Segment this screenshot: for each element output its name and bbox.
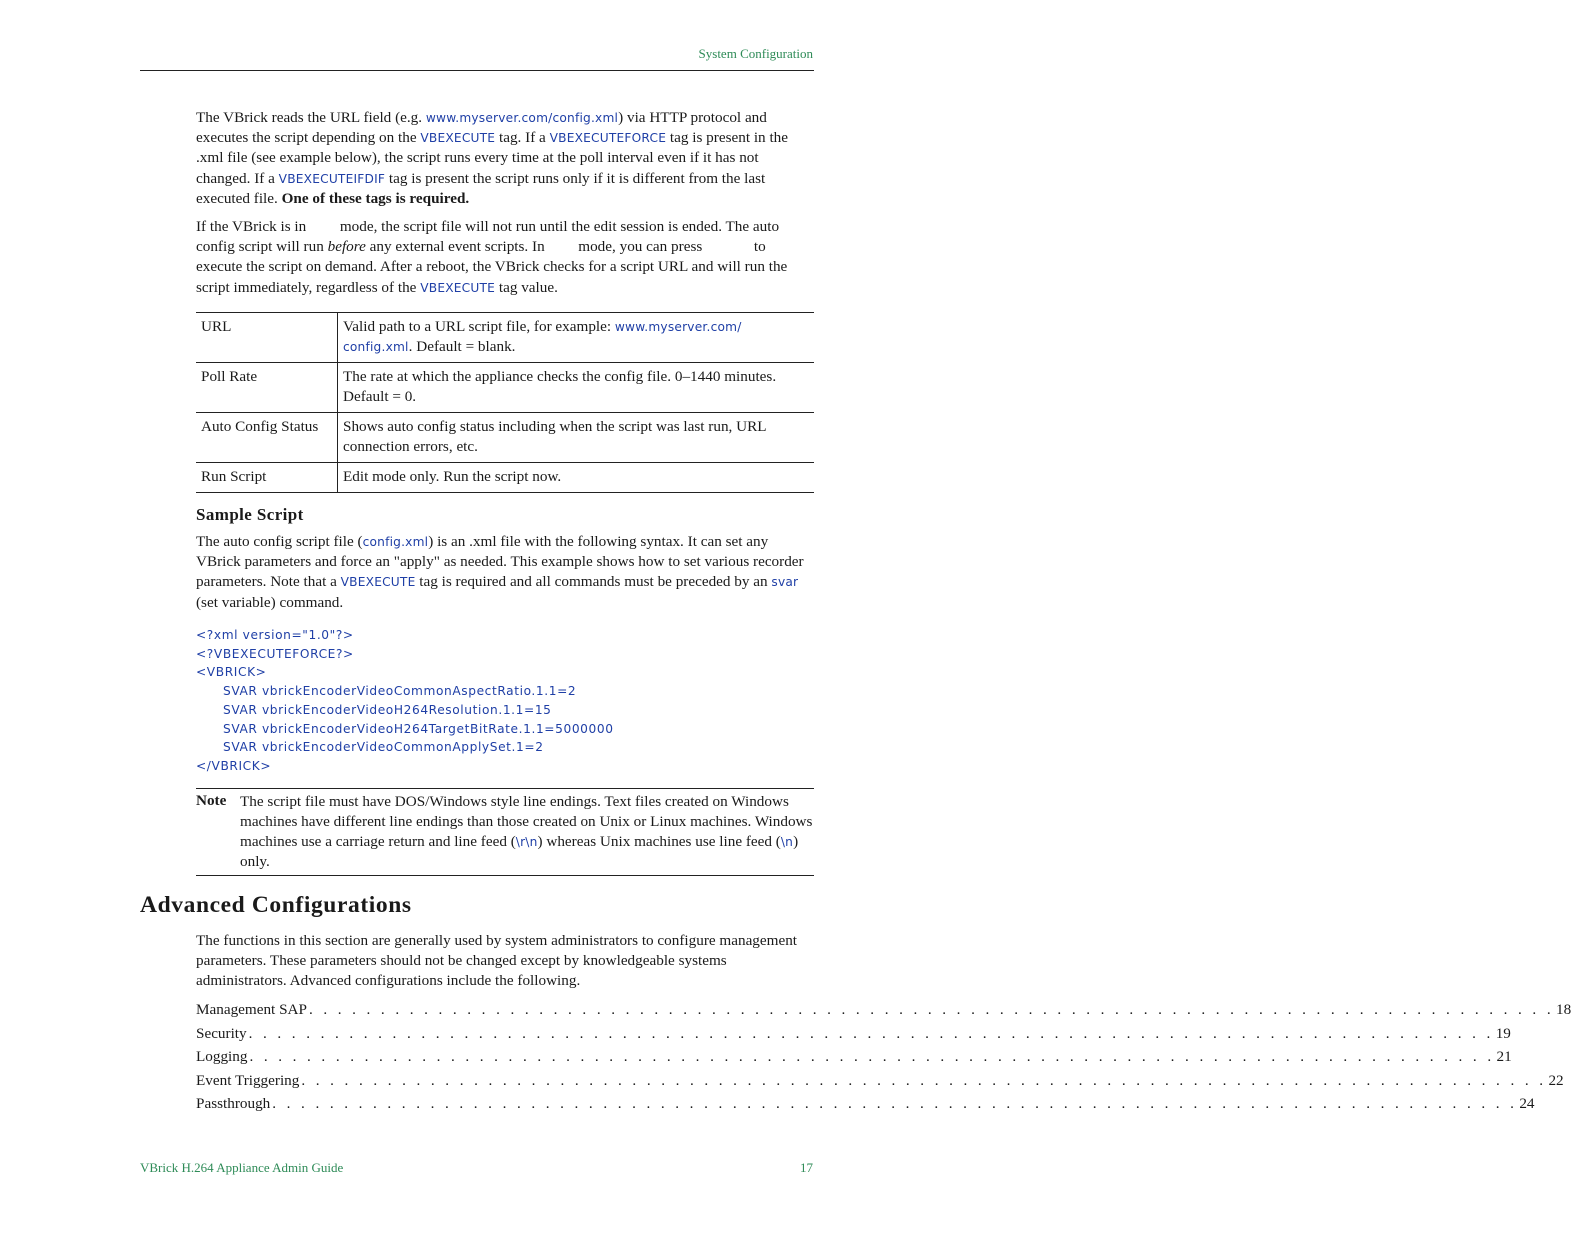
toc-label: Passthrough bbox=[196, 1095, 271, 1112]
code-line: SVAR vbrickEncoderVideoCommonApplySet.1=2 bbox=[223, 740, 544, 755]
text: ) whereas Unix machines use line feed ( bbox=[537, 833, 781, 850]
text: . Default = blank. bbox=[408, 338, 516, 355]
note-callout bbox=[196, 788, 814, 876]
text: tag is present in the .xml file (see example below), the script runs every time at the poll interval even if it has not changed. If a bbox=[196, 129, 789, 187]
toc-entry[interactable] bbox=[196, 1095, 1535, 1119]
text: mode, the script file will not run until the edit session is ended. The auto config script will run bbox=[196, 218, 780, 256]
field-name: Poll Rate bbox=[196, 363, 338, 413]
field-description: Shows auto config status including when the script was last run, URL connection errors, etc. bbox=[338, 413, 815, 463]
toc-label: Security bbox=[196, 1024, 247, 1042]
inline-code: www.myserver.com/config.xml bbox=[425, 111, 619, 125]
text: ) is an .xml file with the following syntax. It can set any VBrick parameters and force an "apply" as needed. This example shows how to set various recorder parameters. Note that a bbox=[196, 533, 804, 591]
text: The script file must have DOS/Windows style line endings. Text files created on Windows machines have different line endings than those created on Unix or Linux machines. Windows machines use a carriage return and line feed ( bbox=[240, 793, 813, 850]
inline-code: VBEXECUTE bbox=[420, 131, 496, 146]
section-toc bbox=[196, 1001, 1571, 1119]
footer-doc-title: VBrick H.264 Appliance Admin Guide bbox=[140, 1160, 344, 1175]
text: tag is required and all commands must be preceded by an bbox=[415, 573, 772, 591]
code-sample-block bbox=[196, 626, 814, 776]
code-line: SVAR vbrickEncoderVideoH264Resolution.1.1=15 bbox=[223, 702, 552, 717]
header-divider bbox=[140, 70, 814, 71]
inline-code: config.xml bbox=[362, 535, 429, 549]
auto-config-fields-table bbox=[196, 312, 814, 493]
code-line: <VBRICK> bbox=[196, 665, 267, 680]
bold-text: One of these tags is required. bbox=[281, 189, 470, 207]
field-name: Run Script bbox=[196, 463, 338, 493]
table-row bbox=[196, 313, 814, 363]
code-line: <?xml version="1.0"?> bbox=[196, 628, 354, 642]
text: to execute the script on demand. After a reboot, the VBrick checks for a script URL and will run the script immediately, regardless of the bbox=[196, 238, 788, 296]
inline-code: svar bbox=[771, 575, 799, 590]
toc-entry[interactable] bbox=[196, 1071, 1564, 1096]
table-row bbox=[196, 363, 814, 413]
toc-entry[interactable] bbox=[196, 1048, 1512, 1072]
text: tag value. bbox=[495, 278, 558, 296]
inline-code: VBEXECUTEIFDIF bbox=[278, 171, 386, 186]
note-label: Note bbox=[196, 792, 227, 809]
code-line: SVAR vbrickEncoderVideoH264TargetBitRate.1.1=5000000 bbox=[223, 721, 614, 736]
text: The functions in this section are generally used by system administrators to configure management parameters. These parameters should not be changed except by knowledgeable systems administrators. Advanced configurations include the following. bbox=[196, 932, 798, 990]
toc-page-number: 24 bbox=[1519, 1095, 1535, 1112]
section-heading: Advanced Configurations bbox=[140, 892, 412, 918]
inline-code: \r\n bbox=[515, 835, 538, 849]
italic-text: before bbox=[327, 238, 366, 256]
sample-script-heading: Sample Script bbox=[196, 505, 304, 524]
text: (set variable) command. bbox=[196, 593, 344, 611]
text: Valid path to a URL script file, for example: bbox=[343, 318, 615, 335]
toc-entry[interactable] bbox=[196, 1024, 1511, 1049]
field-description bbox=[338, 313, 815, 363]
field-description: Edit mode only. Run the script now. bbox=[338, 463, 815, 493]
field-name: Auto Config Status bbox=[196, 413, 338, 463]
toc-entry[interactable] bbox=[196, 1001, 1571, 1025]
code-line: </VBRICK> bbox=[196, 758, 272, 773]
text: ) only. bbox=[240, 833, 799, 870]
inline-code: VBEXECUTE bbox=[340, 575, 416, 590]
field-description: The rate at which the appliance checks the config file. 0–1440 minutes. Default = 0. bbox=[338, 363, 815, 413]
paragraph-edit-mode bbox=[196, 217, 814, 298]
note-text bbox=[240, 792, 814, 872]
text: tag is present the script runs only if it is different from the last executed file. bbox=[196, 169, 766, 207]
toc-label: Logging bbox=[196, 1048, 248, 1065]
text: The VBrick reads the URL field (e.g. bbox=[196, 109, 426, 126]
toc-page-number: 18 bbox=[1556, 1001, 1571, 1018]
paragraph-sample-script bbox=[196, 532, 814, 613]
toc-page-number: 21 bbox=[1496, 1048, 1512, 1065]
code-line: SVAR vbrickEncoderVideoCommonAspectRatio.1.1=2 bbox=[223, 684, 577, 699]
text: any external event scripts. In bbox=[365, 238, 549, 256]
toc-page-number: 19 bbox=[1495, 1024, 1511, 1042]
table-row bbox=[196, 463, 814, 493]
toc-label: Management SAP bbox=[196, 1001, 307, 1018]
paragraph-advanced-intro bbox=[196, 931, 814, 992]
paragraph-url-field bbox=[196, 108, 814, 209]
code-line: <?VBEXECUTEFORCE?> bbox=[196, 646, 354, 661]
inline-code: \n bbox=[780, 835, 794, 849]
text: tag. If a bbox=[495, 129, 550, 147]
toc-leader: . . . . . . . . . . . . . . . . . . . . . . . . . . . . . . . . . . . . . . . . . . . . . . . . . . . . . . . . . . . . . . . . . . . . . . . . . . . . . . . . . . . . . . . bbox=[249, 1048, 1495, 1065]
running-header: System Configuration bbox=[698, 46, 813, 61]
footer-page-number: 17 bbox=[800, 1160, 813, 1175]
toc-leader: . . . . . . . . . . . . . . . . . . . . . . . . . . . . . . . . . . . . . . . . . . . . . . . . . . . . . . . . . . . . . . . . . . . . . . . . . . . . . . . . . . . . . . . bbox=[308, 1001, 1555, 1018]
toc-leader: . . . . . . . . . . . . . . . . . . . . . . . . . . . . . . . . . . . . . . . . . . . . . . . . . . . . . . . . . . . . . . . . . . . . . . . . . . . . . . . . . . . . . . . bbox=[248, 1024, 1494, 1042]
text: mode, you can press bbox=[574, 238, 707, 256]
field-name: URL bbox=[196, 313, 338, 363]
inline-code: VBEXECUTE bbox=[420, 280, 496, 295]
inline-code: www.myserver.com/ config.xml bbox=[343, 320, 742, 354]
inline-code: VBEXECUTEFORCE bbox=[549, 131, 667, 146]
toc-page-number: 22 bbox=[1548, 1071, 1564, 1089]
toc-label: Event Triggering bbox=[196, 1071, 300, 1089]
text: The auto config script file ( bbox=[196, 533, 363, 550]
text: If the VBrick is in bbox=[196, 218, 311, 235]
toc-leader: . . . . . . . . . . . . . . . . . . . . . . . . . . . . . . . . . . . . . . . . . . . . . . . . . . . . . . . . . . . . . . . . . . . . . . . . . . . . . . . . . . . . . . . bbox=[301, 1071, 1547, 1089]
table-row bbox=[196, 413, 814, 463]
text: ) via HTTP protocol and executes the script depending on the bbox=[196, 109, 767, 147]
toc-leader: . . . . . . . . . . . . . . . . . . . . . . . . . . . . . . . . . . . . . . . . . . . . . . . . . . . . . . . . . . . . . . . . . . . . . . . . . . . . . . . . . . . . . . . bbox=[272, 1095, 1518, 1112]
